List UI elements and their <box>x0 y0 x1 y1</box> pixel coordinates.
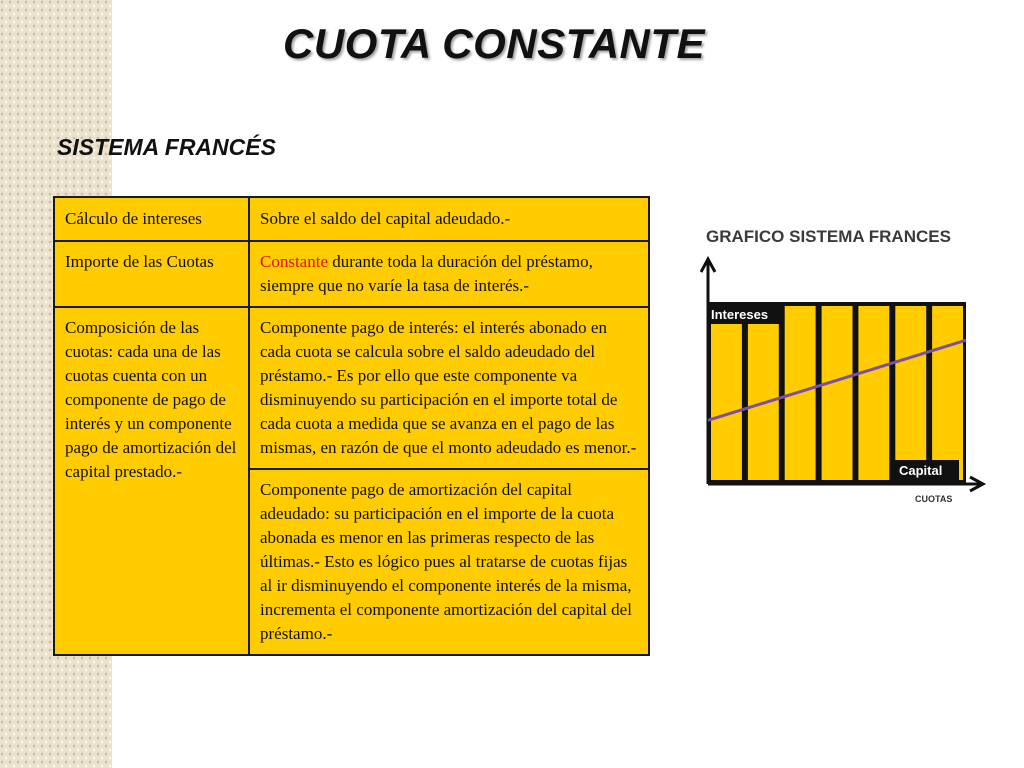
chart-body <box>701 259 983 491</box>
chart-bar <box>895 306 926 480</box>
row-description <box>249 241 649 307</box>
chart-title: GRAFICO SISTEMA FRANCES <box>706 227 951 246</box>
chart-label-intereses: Intereses <box>711 307 769 322</box>
slide-subtitle: SISTEMA FRANCÉS <box>57 134 276 160</box>
chart-bar <box>932 306 963 480</box>
row-description: Componente pago de amortización del capital adeudado: su participación en el importe de la cuota abonada es menor en las primeras respecto de las últimas.- Esto es lógico pues al tratarse de cuotas fijas al ir disminuyendo el componente interés de la misma, incrementa el componente amortización del capital del préstamo.- <box>249 469 649 655</box>
highlight-word: Constante <box>260 252 328 271</box>
row-label: Importe de las Cuotas <box>54 241 249 307</box>
chart-bar <box>711 306 742 480</box>
slide-title: CUOTA CONSTANTE <box>283 20 706 67</box>
info-table <box>53 196 650 656</box>
chart-bar <box>858 306 889 480</box>
chart-bar <box>748 306 779 480</box>
row-description-text: durante toda la duración del préstamo, siempre que no varíe la tasa de interés.- <box>260 252 593 295</box>
chart-label-capital: Capital <box>899 463 943 478</box>
row-label: Cálculo de intereses <box>54 197 249 241</box>
french-system-chart <box>700 222 990 512</box>
chart-bar <box>822 306 853 480</box>
row-description: Componente pago de interés: el interés abonado en cada cuota se calcula sobre el saldo adeudado del préstamo.- Es por ello que este componente va disminuyendo su participación en el importe total de cada cuota a medida que se avanza en el pago de las mismas, en razón de que el monto adeudado es menor.- <box>249 307 649 469</box>
chart-x-axis-label: CUOTAS <box>915 494 953 504</box>
table-row <box>54 241 649 307</box>
table-row <box>54 197 649 241</box>
row-label: Composición de las cuotas: cada una de las cuotas cuenta con un componente de pago de interés y un componente pago de amortización del capital prestado.- <box>54 307 249 655</box>
row-description: Sobre el saldo del capital adeudado.- <box>249 197 649 241</box>
table-row <box>54 307 649 469</box>
